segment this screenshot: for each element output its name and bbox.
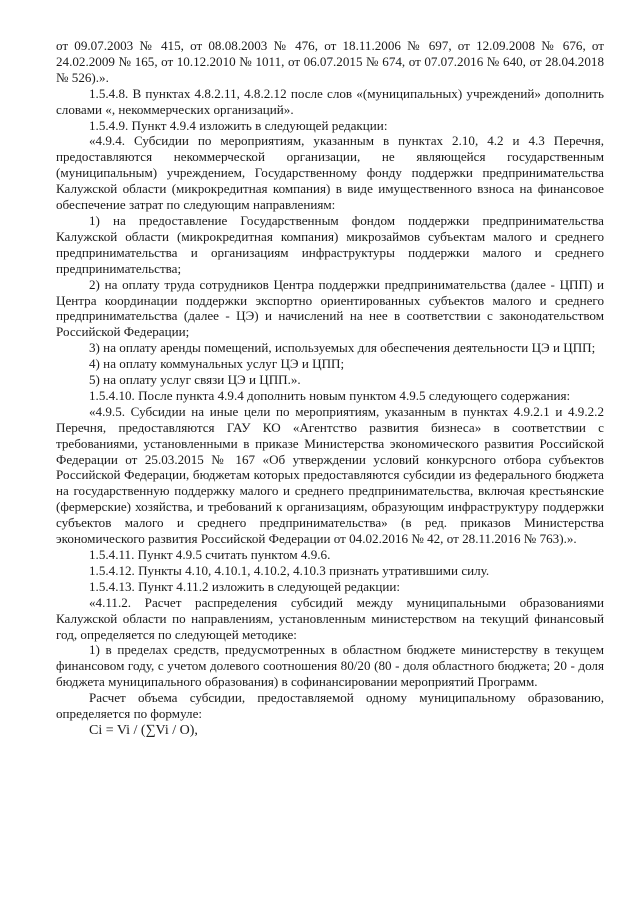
paragraph-amendment-dates: от 09.07.2003 № 415, от 08.08.2003 № 476, от 18.11.2006 № 697, от 12.09.2008 № 676, от 24.02.2009 № 165, от 10.12.2010 № 1011, от 06.07.2015 № 674, от 07.07.2016 № 640, от 28.04.2018 № 526).». <box>56 38 604 85</box>
paragraph-1-5-4-10: 1.5.4.10. После пункта 4.9.4 дополнить новым пунктом 4.9.5 следующего содержания: <box>89 387 571 403</box>
paragraph-4-11-2: «4.11.2. Расчет распределения субсидий между муниципальными образованиями Калужской области по направлениям, установленным министерством на текущий финансовый год, определяется по следующей методике: <box>56 594 604 642</box>
list-item-3: 3) на оплату аренды помещений, используемых для обеспечения деятельности ЦЭ и ЦПП; <box>89 340 596 356</box>
paragraph-4-9-4: «4.9.4. Субсидии по мероприятиям, указанным в пунктах 2.10, 4.2 и 4.3 Перечня, предоставляются некоммерческой организации, не являющейся государственным (муниципальным) учреждением, Государственному фонду поддержки предпринимательства Калужской области (микрокредитная компания) в виде имущественного взноса на финансовое обеспечение затрат по следующим направлениям: <box>56 133 604 213</box>
method-item-1: 1) в пределах средств, предусмотренных в областном бюджете министерству в текущем финансовом году, с учетом долевого соотношения 80/20 (80 - доля областного бюджета; 20 - доля бюджета муниципального образования) в софинансировании мероприятий Программ. <box>56 642 604 690</box>
list-item-1: 1) на предоставление Государственным фондом поддержки предпринимательства Калужской области (микрокредитная компания) микрозаймов субъектам малого и среднего предпринимательства и организациям инфраструктуры поддержки малого и среднего предпринимательства; <box>56 212 604 276</box>
paragraph-1-5-4-8: 1.5.4.8. В пунктах 4.8.2.11, 4.8.2.12 после слов «(муниципальных) учреждений» дополнить словами «, некоммерческих организаций». <box>56 85 604 117</box>
paragraph-1-5-4-13: 1.5.4.13. Пункт 4.11.2 изложить в следующей редакции: <box>89 578 401 594</box>
paragraph-1-5-4-11: 1.5.4.11. Пункт 4.9.5 считать пунктом 4.9.6. <box>89 547 331 562</box>
list-item-5: 5) на оплату услуг связи ЦЭ и ЦПП.». <box>89 372 301 388</box>
paragraph-formula-intro: Расчет объема субсидии, предоставляемой одному муниципальному образованию, определяется по формуле: <box>56 690 604 722</box>
list-item-4: 4) на оплату коммунальных услуг ЦЭ и ЦПП; <box>89 356 345 372</box>
list-item-2: 2) на оплату труда сотрудников Центра поддержки предпринимательства (далее - ЦПП) и Центра координации поддержки экспортно ориентированных субъектов малого и среднего предпринимательства (далее - ЦЭ) и начислений на нее в соответствии с законодательством Российской Федерации; <box>56 276 604 340</box>
document-body <box>56 38 604 739</box>
paragraph-4-9-5: «4.9.5. Субсидии на иные цели по мероприятиям, указанным в пунктах 4.9.2.1 и 4.9.2.2 Перечня, предоставляются ГАУ КО «Агентство развития бизнеса» в соответствии с требованиями, установленными в приказе Министерства экономического развития Российской Федерации от 25.03.2015 № 167 «Об утверждении условий конкурсного отбора субъектов Российской Федерации, бюджетам которых предоставляются субсидии из федерального бюджета на государственную поддержку малого и среднего предпринимательства, включая крестьянские (фермерские) хозяйства, и требований к организациям, образующим инфраструктуру поддержки субъектов малого и среднего предпринимательства» (в ред. приказов Министерства экономического развития Российской Федерации от 04.02.2016 № 42, от 28.11.2016 № 763).». <box>56 403 604 547</box>
paragraph-1-5-4-12: 1.5.4.12. Пункты 4.10, 4.10.1, 4.10.2, 4.10.3 признать утратившими силу. <box>89 562 490 578</box>
formula: Ci = Vi / (∑Vi / O), <box>89 722 198 738</box>
paragraph-1-5-4-9: 1.5.4.9. Пункт 4.9.4 изложить в следующей редакции: <box>89 117 388 133</box>
